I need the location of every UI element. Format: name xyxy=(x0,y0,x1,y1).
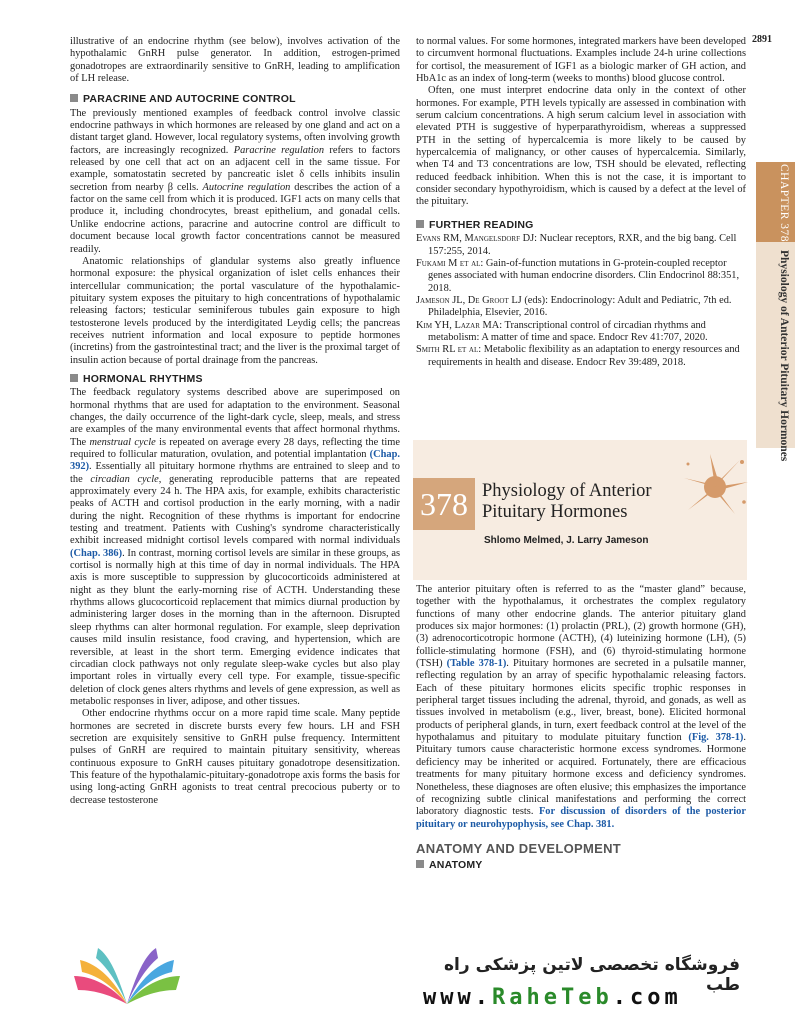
reference-item xyxy=(416,233,746,258)
chapter-title-line: Pituitary Hormones xyxy=(482,502,628,522)
chapter-intro-paragraph xyxy=(416,584,746,831)
table-link[interactable]: (Table 378-1) xyxy=(446,658,507,670)
rhythms-heading xyxy=(70,373,400,385)
reference-item xyxy=(416,258,746,295)
reference-item xyxy=(416,295,746,320)
text-span: refers to factors released by one cell that act on an adjacent cell in the same tissue. For example, somatostatin secreted by pancreatic islet δ cells inhibits insulin secretion from nearby β cells. xyxy=(70,144,400,193)
reference-item xyxy=(416,320,746,345)
section-marker-icon xyxy=(70,94,78,102)
chapter-number: 378 xyxy=(413,478,475,530)
chapter-authors: Shlomo Melmed, J. Larry Jameson xyxy=(484,535,649,546)
term: Paracrine regulation xyxy=(233,144,325,156)
text-span: describes the action of a factor on the same cell from which it is produced. IGF1 acts on many cells that produce it, including chondrocytes, breast epithelium, and gonadal cells. Unlike endocrine actions, paracrine and autocrine control are difficult to document because local growth factor concentrations cannot be measured readily. xyxy=(70,181,401,255)
intro-paragraph: illustrative of an endocrine rhythm (see below), involves activation of the hypothalamic GnRH pulse generator. In addition, estrogen-primed gonadotropes are extraordinarily sensitive to GnRH, leading to amplification of LH release. xyxy=(70,36,400,85)
rhythms-paragraph-1 xyxy=(70,387,400,708)
figure-link[interactable]: (Fig. 378-1) xyxy=(688,732,744,744)
section-marker-icon xyxy=(416,220,424,228)
store-url[interactable] xyxy=(423,985,682,1010)
reference-author: Kim YH, Lazar MA xyxy=(416,319,500,331)
reference-author: Fukami M et al xyxy=(416,257,481,269)
reference-list xyxy=(416,233,746,369)
side-tab-text xyxy=(752,162,795,462)
left-column xyxy=(70,36,400,807)
paracrine-heading-text: PARACRINE AND AUTOCRINE CONTROL xyxy=(83,93,296,106)
right-paragraph-1: to normal values. For some hormones, integrated markers have been developed to circumvent hormonal fluctuations. Examples include 24-h urine collections for cortisol, the measurement of IGF1 as a biologic marker of GH action, and HbA1c as an index of long-term (weeks to months) blood glucose control. xyxy=(416,36,746,85)
chapter-link[interactable]: (Chap. 392) xyxy=(70,449,400,473)
chapter-link[interactable]: For discussion of disorders of the posterior pituitary or neurohypophysis, see Chap. 381. xyxy=(416,806,746,830)
chapter-title-line: Physiology of Anterior xyxy=(482,481,652,501)
rhythms-heading-text: HORMONAL RHYTHMS xyxy=(83,372,203,385)
anatomy-heading-text: ANATOMY xyxy=(429,859,483,872)
url-suffix: .com xyxy=(612,985,682,1010)
further-reading-heading-text: FURTHER READING xyxy=(429,218,534,231)
reference-text: : Nuclear receptors, RXR, and the big bang. Cell 157:255, 2014. xyxy=(428,233,737,257)
chapter-body xyxy=(416,584,746,874)
section-marker-icon xyxy=(70,374,78,382)
term: circadian cycle xyxy=(90,473,159,485)
side-tab-chapter: CHAPTER 378 xyxy=(778,164,790,243)
text-span: . Essentially all pituitary hormone rhythms are entrained to sleep and to the xyxy=(70,461,400,485)
store-name: فروشگاه تخصصی لاتین پزشکی راه طب xyxy=(444,955,740,995)
text-span: . In contrast, morning cortisol levels are similar in these groups, as cortisol is normally high at this time of day in normal individuals. The HPA axis is more susceptible to suppression by glucocorticoids administered at night as they blunt the early-morning rise of ACTH. Understanding these rhythms allows glucocorticoid replacement that mimics diurnal production by administering larger doses in the morning than in the afternoon. Disrupted sleep rhythms can alter hormonal regulation. For example, sleep deprivation causes mild insulin resistance, food craving, and hypertension, which are reversible, at least in the short term. Emerging evidence indicates that circadian clock pathways not only regulate sleep-wake cycles but also play important roles in virtually every cell type. For example, tissue-specific deletion of clock genes alters rhythms and levels of gene expression, as well as metabolic responses in liver, adipose, and other tissues. xyxy=(70,547,400,707)
text-span: The previously mentioned examples of feedback control involve classic endocrine pathways in which hormones are released by one gland and act on a distant target gland. However, local regulatory systems, often involving growth factors, are increasingly recognized. xyxy=(70,107,400,156)
paracrine-heading xyxy=(70,93,400,105)
anatomy-heading xyxy=(416,859,746,871)
text-span: The feedback regulatory systems described above are superimposed on hormonal rhythms that are used for adaptation to the environment. Seasonal changes, the daily occurrence of the light-dark cycle, sleep, meals, and stress are examples of the many environmental events that affect hormonal rhythms. The xyxy=(70,387,400,448)
ink-splash-icon xyxy=(680,452,750,522)
chapter-link[interactable]: (Chap. 386) xyxy=(70,547,123,559)
rhythms-paragraph-2: Other endocrine rhythms occur on a more rapid time scale. Many peptide hormones are secreted in discrete bursts every few hours. LH and FSH secretion are exquisitely sensitive to GnRH pulse frequency. Intermittent pulses of GnRH are required to maintain pituitary sensitivity, whereas continuous exposure to GnRH causes pituitary gonadotrope desensitization. This feature of the hypothalamic-pituitary-gonadotrope axis forms the basis for using long-acting GnRH agonists to treat central precocious puberty or to decrease testosterone xyxy=(70,708,400,806)
reference-author: Jameson JL, De Groot LJ xyxy=(416,294,522,306)
side-tab-title: Physiology of Anterior Pituitary Hormones xyxy=(778,250,790,462)
reference-text: (eds): Endocrinology: Adult and Pediatric, 7th ed. Philadelphia, Elsevier, 2016. xyxy=(428,294,732,319)
term: Autocrine regulation xyxy=(202,181,291,193)
text-span: . Pituitary hormones are secreted in a pulsatile manner, reflecting regulation by an array of specific hypothalamic releasing factors. Each of these pituitary hormones elicits specific trophic responses in peripheral target tissues including the adrenal, thyroid, and gonads, as well as tissues involved in metabolism (e.g., liver, breast, bone). Elicited hormonal products of peripheral glands, in turn, exert feedback control at the level of the hypothalamus and pituitary to modulate pituitary function xyxy=(416,658,746,744)
right-column xyxy=(416,36,746,369)
reference-text: : Transcriptional control of circadian rhythms and metabolism: A matter of time and space. Endocr Rev 41:707, 2020. xyxy=(428,319,708,343)
chapter-title xyxy=(482,481,652,523)
paracrine-paragraph-2: Anatomic relationships of glandular systems also greatly influence hormonal exposure: the physical organization of islet cells enhances their intercellular communication; the portal vasculature of the hypothalamic-pituitary system exposes the pituitary to high concentrations of hypothalamic releasing factors; testicular seminiferous tubules gain exposure to high testosterone levels produced by the interdigitated Leydig cells; the pancreas receives nutrient information and local exposure to peptide hormones (incretins) from the gastrointestinal tract; and the liver is the proximal target of insulin action because of portal drainage from the pancreas. xyxy=(70,255,400,366)
url-brand: RaheTeb xyxy=(491,985,613,1010)
section-marker-icon xyxy=(416,860,424,868)
right-paragraph-2: Often, one must interpret endocrine data only in the context of other hormones. For example, PTH levels typically are assessed in combination with serum calcium concentrations. A high serum calcium level in association with elevated PTH is suggestive of hyperparathyroidism, whereas a suppressed PTH in the setting of hypercalcemia is more likely to be caused by hypercalcemia of malignancy, or other causes of hypercalcemia. Similarly, when T4 and T3 concentrations are low, TSH should be elevated, reflecting reduced feedback inhibition. When this is not the case, it is important to consider secondary hypothyroidism, which is caused by a defect at the level of the pituitary. xyxy=(416,85,746,208)
paracrine-paragraph-1 xyxy=(70,108,400,256)
reference-text: : Metabolic flexibility as an adaptation to energy resources and requirements in health and disease. Endocr Rev 39:489, 2018. xyxy=(428,344,740,368)
text-span: , generating reproducible patterns that are repeated approximately every 24 h. The HPA axis, for example, exhibits characteristic peaks of ACTH and cortisol production in the early morning, with a nadir during the night. Recognition of these rhythms is important for endocrine testing and treatment. Patients with Cushing's syndrome characteristically exhibit increased midnight cortisol levels compared with normal individuals xyxy=(70,473,400,547)
reference-text: : Gain-of-function mutations in G-protein-coupled receptor genes associated with human endocrine disorders. Clin Endocrinol 88:351, 2018. xyxy=(428,257,740,294)
text-span: is repeated on average every 28 days, reflecting the time required to follicular maturation, ovulation, and potential implantation xyxy=(70,436,400,460)
term: menstrual cycle xyxy=(89,436,156,448)
text-span: The anterior pituitary often is referred to as the “master gland” because, together with the hypothalamus, it orchestrates the complex regulatory functions of many other endocrine glands. The anterior pituitary gland produces six major hormones: (1) prolactin (PRL), (2) growth hormone (GH), (3) adrenocorticotropic hormone (ACTH), (4) luteinizing hormone (LH), (5) follicle-stimulating hormone (FSH), and (6) thyroid-stimulating hormone (TSH) xyxy=(416,584,746,670)
text-span: . Pituitary tumors cause characteristic hormone excess syndromes. Hormone deficiency may be inherited or acquired. Fortunately, there are efficacious treatments for many pituitary hormone excess and deficiency syndromes. Nonetheless, these diagnoses are often elusive; this emphasizes the importance of recognizing subtle clinical manifestations and performing the correct laboratory diagnostic tests. xyxy=(416,732,746,818)
page-number: 2891 xyxy=(752,34,772,45)
reference-author: Smith RL et al xyxy=(416,344,479,356)
further-reading-heading xyxy=(416,219,746,231)
reference-item xyxy=(416,344,746,369)
url-prefix: www. xyxy=(423,985,492,1010)
anatomy-development-heading: ANATOMY AND DEVELOPMENT xyxy=(416,840,622,856)
book-logo-icon xyxy=(72,946,182,1008)
reference-author: Evans RM, Mangelsdorf DJ xyxy=(416,233,535,245)
